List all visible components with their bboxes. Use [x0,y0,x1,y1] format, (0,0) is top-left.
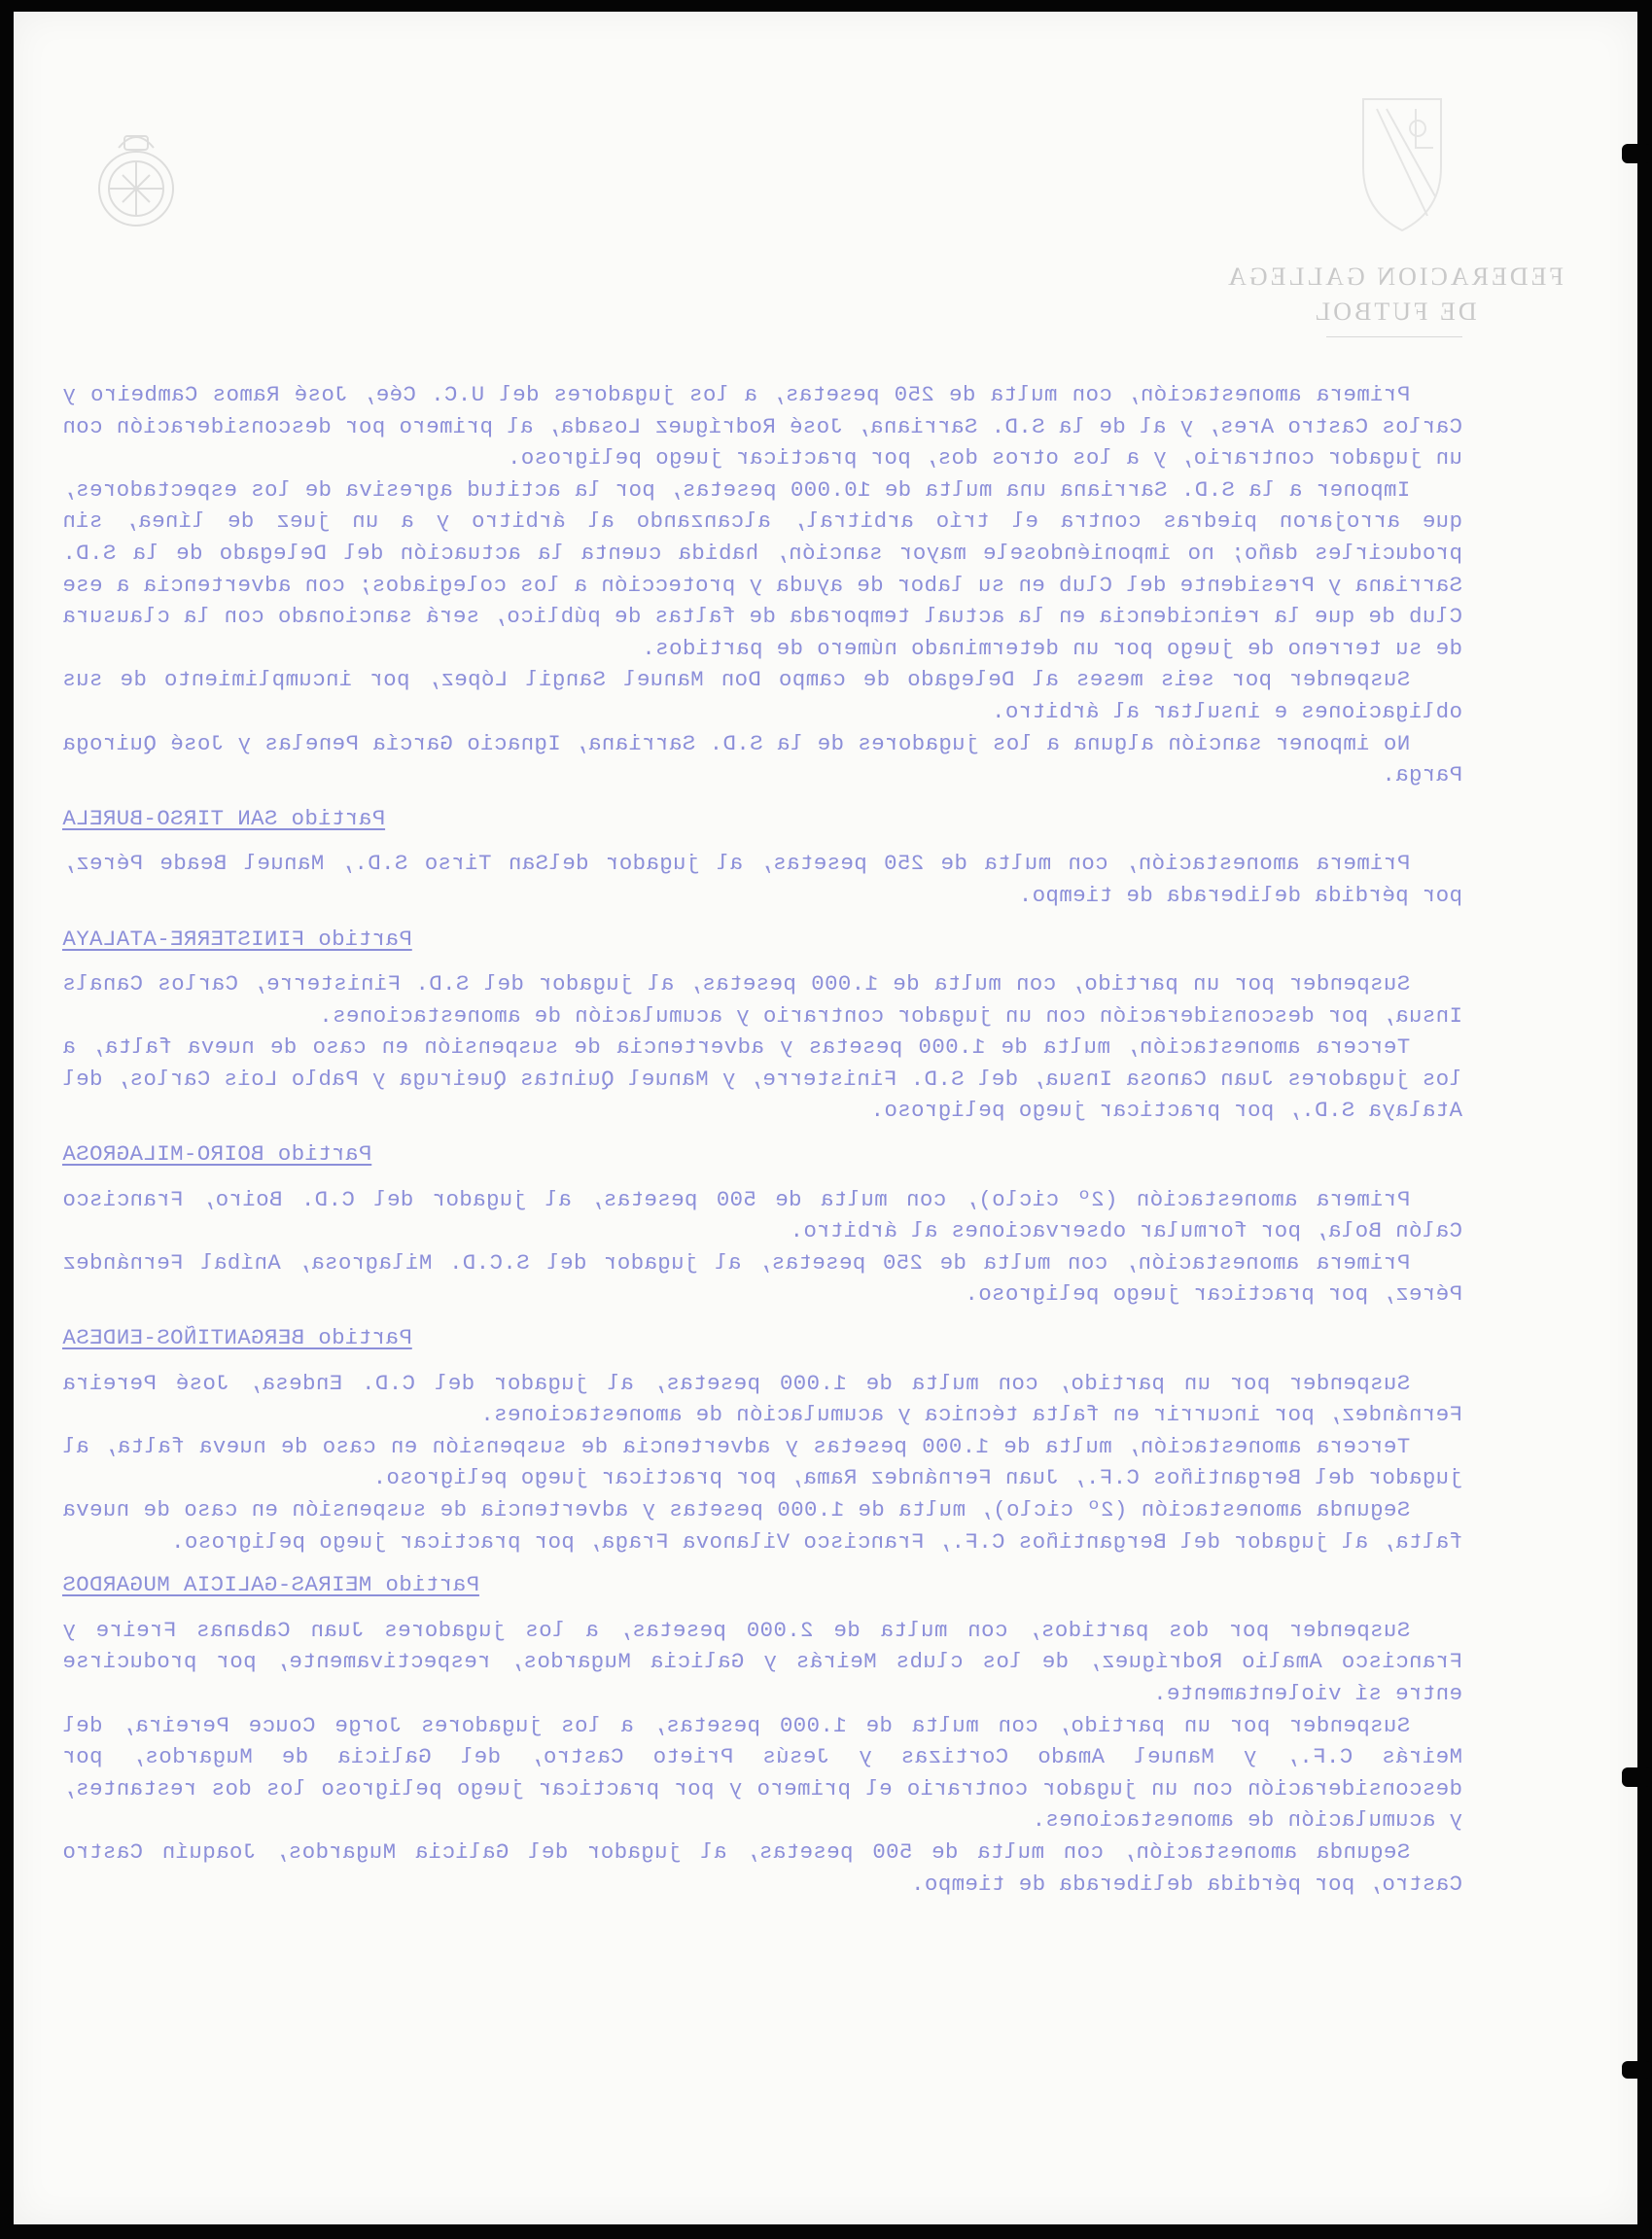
binder-notch-bottom [1622,2061,1652,2079]
section-heading: Partido SAN TIRSO-BURELA [62,805,386,831]
paragraph: Suspender por un partido, con multa de 1.000 pesetas, al jugador del C.D. Endesa, José Pereira Fernández, por incurrir en falta técnica y acumulación de amonestaciones. [62,1370,1462,1428]
paragraph: Primera amonestación, con multa de 250 pesetas, al jugador delSan Tirso S.D., Manuel Beade Pérez, por pérdida deliberada de tiempo. [62,851,1462,908]
paragraph: Tercera amonestación, multa de 1.000 pesetas y advertencia de suspensión en caso de nueva falta, a los jugadores Juan Canosa Insua, del S.D. Finisterre, y Manuel Quintas Queiruga y Pablo Lois Carlos, del Atalaya S.D., por practicar juego peligroso. [62,1034,1462,1124]
paragraph: Primera amonestación, con multa de 250 pesetas, al jugador del S.C.D. Milagrosa, Aníbal Fernández Pérez, por practicar juego peligroso. [62,1249,1462,1308]
section-heading: Partido FINISTERRE-ATALAYA [62,926,412,952]
paragraph: Imponer a la S.D. Sarriana una multa de 10.000 pesetas, por la actitud agresiva de los espectadores, que arrojaron piedras contra el trío arbitral, alcanzando al árbitro y a un juez de línea, sin producirles daño; no imponiéndosele mayor sanción, habida cuenta la actuación del Delegado de la S.D. Sarriana y Presidente del Club en su labor de ayuda y protección a los colegiados; con advertencia a ese Club de que la reincidencia en la actual temporada de faltas de público, será sancionado con la clausura de su terreno de juego por un determinado número de partidos. [62,476,1462,661]
paragraph: Tercera amonestación, multa de 1.000 pesetas y advertencia de suspensión en caso de nueva falta, al jugador del Bergantiños C.F., Juan Fernández Rama, por practicar juego peligroso. [62,1433,1462,1491]
document-body [62,379,1462,1900]
section-heading: Partido BERGANTIÑOS-ENDESA [62,1325,412,1351]
paragraph: Suspender por un partido, con multa de 1.000 pesetas, al jugador del S.D. Finisterre, Carlos Canals Insua, por desconsideración con un jugador contrario y acumulación de amonestaciones. [62,971,1462,1029]
document-page [14,12,1637,2224]
paragraph: Segunda amonestación, con multa de 500 pesetas, al jugador del Galicia Mugardos, Joaquín Castro Castro, por pérdida deliberada de tiempo. [62,1838,1462,1897]
section-heading: Partido BOIRO-MILAGROSA [62,1141,372,1168]
paragraph: Segunda amonestación (2º ciclo), multa de 1.000 pesetas y advertencia de suspensión en caso de nueva falta, al jugador del Bergantiños C.F., Francisco Vilanova Fraga, por practicar juego peligroso. [62,1497,1462,1555]
paragraph: Suspender por dos partidos, con multa de 2.000 pesetas, a los jugadores Juan Cabanas Freire y Francisco Amalio Rodríguez, de los clubs Meirás y Galicia Mugardos, respectivamente, por producirse entre sí violentamente. [62,1617,1462,1706]
paragraph: Suspender por un partido, con multa de 1.000 pesetas, a los jugadores Jorge Couce Pereira, del Meirás C.F., y Manuel Amado Cortizas y Jesús Prieto Castro, del Galicia de Mugardos, por desconsideración con un jugador contrario el primero y por practicar juego peligroso los dos restantes, y acumulación de amonestaciones. [62,1712,1462,1834]
section-heading: Partido MEIRAS-GALICIA MUGARDOS [62,1572,479,1598]
federation-shield-icon [1357,89,1447,235]
paragraph: Suspender por seis meses al Delegado de campo Don Manuel Sangil López, por incumplimiento de sus obligaciones e insultar al árbitro. [62,667,1462,724]
letterhead-line-2: DE FUTBOL [1312,297,1477,326]
paragraph: Primera amonestación (2º ciclo), con multa de 500 pesetas, al jugador del C.D. Boiro, Francisco Calón Bola, por formular observaciones al árbitro. [62,1186,1462,1244]
paragraph: Primera amonestación, con multa de 250 pesetas, a los jugadores del U.C. Cée, José Ramos Cambeiro y Carlos Castro Ares, y al de la S.D. Sarriana, José Rodríguez Losada, al primero por desconsideración con un jugador contrario, y a los otros dos, por practicar juego peligroso. [62,382,1462,472]
binder-notch-middle [1622,1767,1652,1787]
binder-notch-top [1622,144,1652,163]
letterhead [1200,262,1589,337]
paragraph: No imponer sanción alguna a los jugadores de la S.D. Sarriana, Ignacio García Penelas y José Quiroga Parga. [62,730,1462,788]
letterhead-line-1: FEDERACION GALLEGA [1225,262,1564,291]
crest-emblem-icon [89,119,183,233]
letterhead-rule [1326,336,1462,337]
